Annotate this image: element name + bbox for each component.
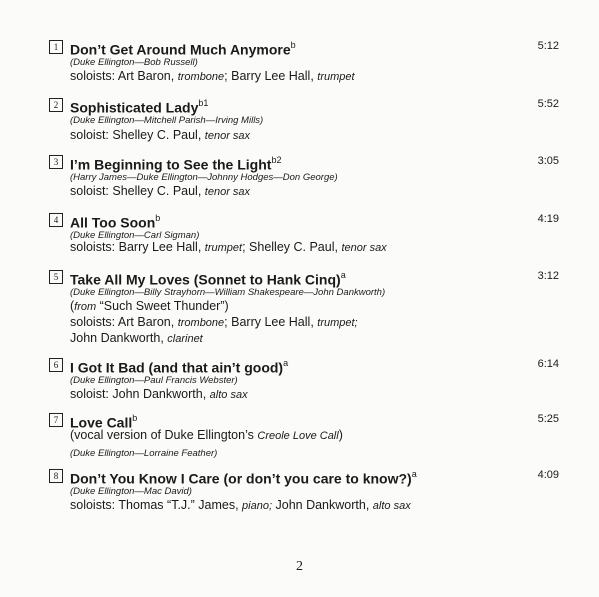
track-detail-line — [70, 128, 250, 144]
track-detail-line — [70, 387, 248, 403]
track-number-box: 1 — [49, 40, 63, 54]
instrument-text: tenor sax — [204, 130, 251, 142]
track-duration: 3:05 — [537, 155, 559, 167]
detail-text: soloists: Thomas “T.J.” James, — [70, 498, 243, 512]
instrument-text: alto sax — [209, 389, 248, 401]
instrument-text: trombone — [177, 317, 225, 329]
detail-text: John Dankworth, — [70, 331, 168, 345]
track-credits: (Duke Ellington—Billy Strayhorn—William Shakespeare—John Dankworth) — [70, 287, 386, 298]
track-number-box: 6 — [49, 358, 63, 372]
track-title — [70, 96, 208, 116]
track-number-box: 5 — [49, 270, 63, 284]
track-number-box: 7 — [49, 413, 63, 427]
track-credits: (Duke Ellington—Carl Sigman) — [70, 230, 200, 241]
track-title — [70, 268, 346, 288]
track-number-box: 4 — [49, 213, 63, 227]
track-title — [70, 211, 160, 231]
instrument-text: trombone — [177, 71, 225, 83]
track-detail-line — [70, 69, 355, 85]
track-detail-line — [70, 498, 411, 514]
detail-text: ; Barry Lee Hall, — [224, 315, 318, 329]
track-credits: (Duke Ellington—Mac David) — [70, 486, 192, 497]
track-footnote-marker: a — [340, 270, 346, 280]
track-title-text: Don’t Get Around Much Anymore — [70, 41, 291, 58]
instrument-text: piano; — [242, 500, 273, 512]
detail-text: ( — [70, 299, 75, 313]
track-title-text: Love Call — [70, 414, 133, 431]
track-duration: 4:09 — [537, 469, 559, 481]
detail-text: John Dankworth, — [272, 498, 373, 512]
detail-text: soloists: Barry Lee Hall, — [70, 240, 205, 254]
track-duration: 4:19 — [537, 213, 559, 225]
track-title — [70, 356, 288, 376]
track-title-text: I’m Beginning to See the Light — [70, 156, 272, 173]
detail-text: ; Shelley C. Paul, — [242, 240, 342, 254]
detail-text: soloist: Shelley C. Paul, — [70, 128, 205, 142]
track-duration: 5:12 — [537, 40, 559, 52]
instrument-text: trumpet — [317, 71, 355, 83]
track-number-box: 3 — [49, 155, 63, 169]
track-detail-line — [70, 428, 343, 444]
instrument-text: Creole Love Call — [257, 430, 339, 442]
detail-text: “Such Sweet Thunder”) — [96, 299, 229, 313]
instrument-text: trumpet; — [317, 317, 358, 329]
track-footnote-marker: b1 — [198, 98, 209, 108]
track-detail-line — [70, 331, 203, 347]
track-duration: 6:14 — [537, 358, 559, 370]
track-title — [70, 467, 417, 487]
detail-text: soloists: Art Baron, — [70, 69, 178, 83]
track-credits: (Harry James—Duke Ellington—Johnny Hodges—Don George) — [70, 172, 338, 183]
track-detail-line — [70, 184, 250, 200]
track-number-box: 2 — [49, 98, 63, 112]
track-duration: 3:12 — [537, 270, 559, 282]
track-credits: (Duke Ellington—Paul Francis Webster) — [70, 375, 238, 386]
track-detail-line — [70, 315, 358, 331]
track-detail-line — [70, 240, 387, 256]
instrument-text: tenor sax — [341, 242, 387, 254]
page-number: 2 — [296, 559, 303, 574]
track-footnote-marker: b — [132, 413, 138, 423]
track-footnote-marker: b2 — [271, 155, 282, 165]
detail-text: (vocal version of Duke Ellington’s — [70, 428, 258, 442]
track-title-text: I Got It Bad (and that ain’t good) — [70, 359, 284, 376]
instrument-text: from — [74, 301, 97, 313]
track-credits: (Duke Ellington—Bob Russell) — [70, 57, 198, 68]
track-title — [70, 153, 281, 173]
track-number-box: 8 — [49, 469, 63, 483]
detail-text: soloist: John Dankworth, — [70, 387, 210, 401]
track-title-text: Sophisticated Lady — [70, 99, 199, 116]
track-title — [70, 38, 296, 58]
track-duration: 5:25 — [537, 413, 559, 425]
track-footnote-marker: b — [155, 213, 161, 223]
track-footnote-marker: a — [283, 358, 289, 368]
instrument-text: alto sax — [372, 500, 411, 512]
track-title-text: Take All My Loves (Sonnet to Hank Cinq) — [70, 271, 341, 288]
instrument-text: trumpet — [204, 242, 243, 254]
track-title-text: Don’t You Know I Care (or don’t you care to know?) — [70, 470, 412, 487]
detail-text: soloists: Art Baron, — [70, 315, 178, 329]
track-detail-line — [70, 299, 229, 315]
detail-text: soloist: Shelley C. Paul, — [70, 184, 205, 198]
track-footnote-marker: b — [290, 40, 296, 50]
track-credits: (Duke Ellington—Lorraine Feather) — [70, 448, 218, 459]
detail-text: ) — [338, 428, 343, 442]
instrument-text: tenor sax — [204, 186, 251, 198]
track-footnote-marker: a — [411, 469, 417, 479]
track-title-text: All Too Soon — [70, 214, 156, 231]
track-duration: 5:52 — [537, 98, 559, 110]
instrument-text: clarinet — [167, 333, 203, 345]
detail-text: ; Barry Lee Hall, — [224, 69, 318, 83]
track-credits: (Duke Ellington—Mitchell Parish—Irving Mills) — [70, 115, 264, 126]
